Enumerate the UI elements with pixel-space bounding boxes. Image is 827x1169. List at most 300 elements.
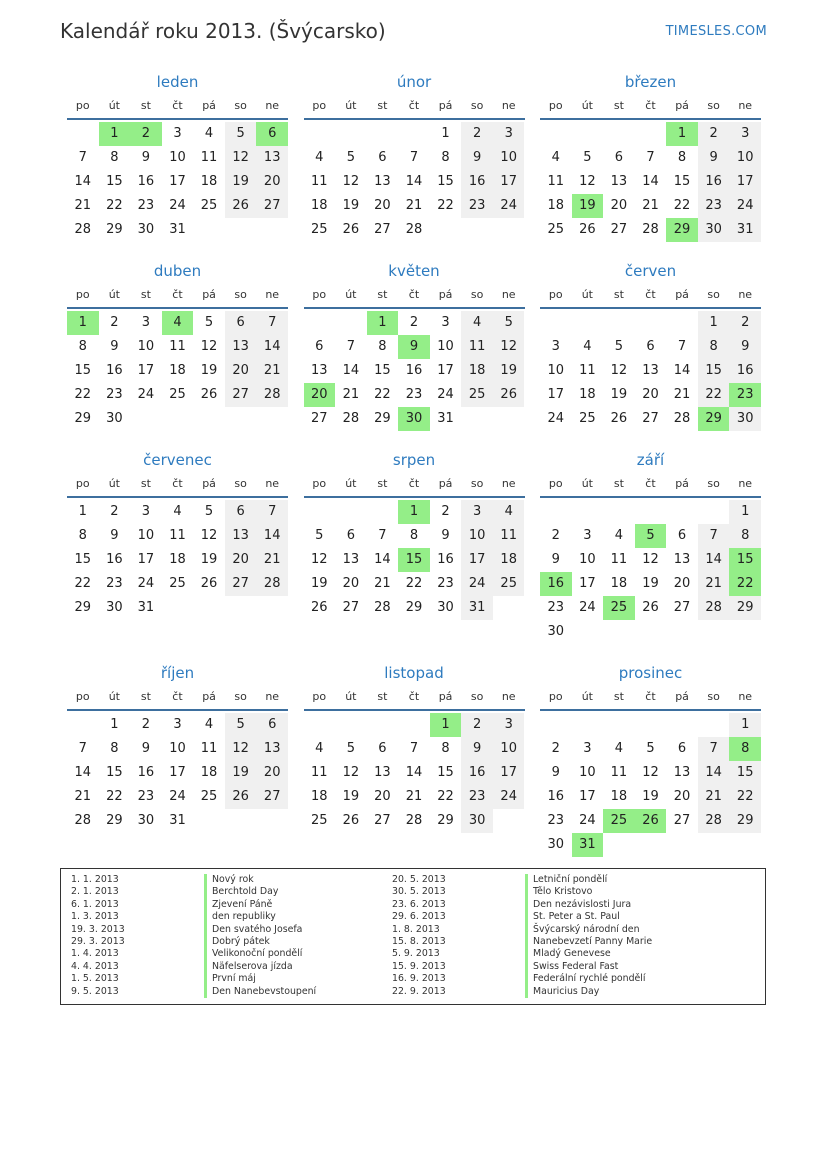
day-cell: 4	[614, 528, 624, 543]
day-cell: 21	[256, 359, 288, 383]
month-říjen	[67, 661, 288, 828]
day-cell: 20	[225, 359, 257, 383]
day-cell: 27	[610, 222, 628, 237]
weekday-label: pá	[202, 288, 216, 301]
weekday-label: po	[312, 288, 327, 301]
weekday-label: po	[548, 288, 563, 301]
day-cell: 28	[698, 809, 730, 833]
day-cell: 22	[729, 785, 761, 809]
holiday-day-cell: 8	[729, 737, 761, 761]
weekday-label: čt	[408, 99, 420, 112]
weekday-label: po	[548, 477, 563, 490]
day-cell: 18	[547, 198, 565, 213]
day-cell: 28	[74, 813, 92, 828]
month-name: srpen	[392, 451, 436, 469]
weekday-label: ne	[501, 690, 516, 703]
day-cell: 3	[173, 126, 182, 141]
day-cell: 7	[409, 741, 419, 756]
month-červen	[540, 259, 761, 426]
day-cell: 6	[646, 339, 655, 354]
day-cell: 4	[461, 311, 493, 335]
weekday-label: po	[75, 288, 90, 301]
legend-date: 5. 9. 2013	[392, 948, 440, 960]
holiday-day-cell: 1	[398, 500, 430, 524]
day-cell: 14	[374, 552, 391, 567]
day-cell: 12	[579, 174, 596, 189]
weekday-header	[304, 94, 525, 120]
day-cell: 13	[256, 146, 288, 170]
holiday-day-cell: 4	[162, 311, 194, 335]
day-cell: 30	[137, 813, 155, 828]
day-cell: 1	[729, 500, 761, 524]
day-cell: 14	[642, 174, 659, 189]
holiday-day-cell: 31	[572, 833, 604, 857]
day-cell: 24	[461, 572, 493, 596]
day-cell: 17	[169, 765, 186, 780]
weekday-label: po	[75, 99, 90, 112]
weekday-label: st	[377, 288, 388, 301]
holiday-day-cell: 25	[603, 596, 635, 620]
weekday-label: so	[707, 690, 720, 703]
month-leden	[67, 70, 288, 237]
weekday-label: so	[234, 690, 247, 703]
day-cell: 14	[256, 335, 288, 359]
legend-date: 19. 3. 2013	[71, 923, 125, 935]
day-cell: 12	[200, 528, 218, 543]
day-cell: 11	[169, 339, 186, 354]
day-cell: 24	[137, 387, 155, 402]
day-cell: 2	[698, 122, 730, 146]
day-cell: 21	[698, 572, 730, 596]
day-cell: 18	[579, 387, 596, 402]
weekday-label: pá	[675, 288, 689, 301]
day-cell: 8	[378, 339, 387, 354]
day-cell: 20	[225, 548, 257, 572]
day-cell: 25	[311, 222, 328, 237]
legend-date: 1. 8. 2013	[392, 923, 440, 935]
day-cell: 11	[200, 150, 218, 165]
day-cell: 3	[141, 504, 151, 519]
month-name: prosinec	[618, 664, 683, 682]
day-cell: 16	[405, 363, 423, 378]
day-cell: 13	[256, 737, 288, 761]
day-cell: 15	[374, 363, 391, 378]
day-cell: 16	[461, 170, 493, 194]
day-cell: 29	[106, 222, 123, 237]
day-cell: 30	[106, 411, 123, 426]
day-cell: 2	[441, 504, 450, 519]
legend-date: 30. 5. 2013	[392, 886, 446, 898]
weekday-label: so	[234, 288, 247, 301]
day-cell: 8	[78, 339, 87, 354]
day-cell: 5	[315, 528, 324, 543]
day-cell: 3	[583, 741, 592, 756]
day-cell: 21	[405, 789, 423, 804]
day-cell: 11	[200, 741, 218, 756]
holiday-day-cell: 6	[256, 122, 288, 146]
day-cell: 24	[729, 194, 761, 218]
weekday-label: ne	[738, 690, 753, 703]
day-cell: 20	[342, 576, 360, 591]
weekday-label: ne	[265, 288, 280, 301]
weekday-label: po	[312, 477, 327, 490]
legend-date: 23. 6. 2013	[392, 898, 446, 910]
day-cell: 11	[169, 528, 186, 543]
day-cell: 30	[547, 837, 565, 852]
day-cell: 11	[311, 174, 328, 189]
day-cell: 26	[200, 387, 218, 402]
legend-holiday-name: Tělo Kristovo	[525, 886, 652, 898]
day-cell: 3	[461, 500, 493, 524]
day-cell: 26	[642, 600, 659, 615]
brand-link[interactable]: TIMESLES.COM	[665, 24, 767, 39]
day-cell: 7	[698, 737, 730, 761]
day-cell: 10	[579, 552, 596, 567]
page-title: Kalendář roku 2013. (Švýcarsko)	[60, 19, 386, 43]
day-cell: 28	[74, 222, 92, 237]
weekday-label: st	[140, 690, 151, 703]
weekday-label: út	[345, 477, 357, 490]
weekday-header	[540, 94, 761, 120]
legend-date: 9. 5. 2013	[71, 985, 119, 997]
day-cell: 11	[461, 335, 493, 359]
holiday-day-cell: 1	[367, 311, 399, 335]
day-cell: 26	[225, 785, 257, 809]
day-cell: 26	[342, 813, 360, 828]
day-cell: 4	[551, 150, 560, 165]
day-cell: 7	[256, 311, 288, 335]
weekday-label: pá	[202, 690, 216, 703]
day-cell: 10	[137, 528, 155, 543]
month-name: únor	[396, 73, 432, 91]
day-cell: 15	[106, 765, 123, 780]
day-cell: 31	[169, 813, 186, 828]
day-cell: 3	[141, 315, 151, 330]
legend-holiday-name: Swiss Federal Fast	[525, 961, 652, 973]
weekday-label: so	[234, 477, 247, 490]
holiday-day-cell: 15	[729, 548, 761, 572]
day-cell: 30	[461, 809, 493, 833]
day-cell: 5	[225, 713, 257, 737]
day-cell: 12	[225, 737, 257, 761]
day-cell: 30	[437, 600, 454, 615]
day-cell: 3	[729, 122, 761, 146]
day-cell: 14	[673, 363, 691, 378]
day-cell: 25	[547, 222, 565, 237]
day-cell: 25	[311, 813, 328, 828]
day-cell: 18	[311, 789, 328, 804]
day-cell: 3	[493, 122, 525, 146]
day-cell: 1	[78, 504, 87, 519]
holiday-day-cell: 19	[572, 194, 604, 218]
day-cell: 16	[547, 789, 565, 804]
weekday-label: st	[377, 99, 388, 112]
day-cell: 8	[677, 150, 687, 165]
day-cell: 22	[673, 198, 691, 213]
day-cell: 10	[729, 146, 761, 170]
holiday-day-cell: 15	[398, 548, 430, 572]
day-cell: 19	[642, 576, 659, 591]
day-cell: 9	[551, 552, 560, 567]
day-cell: 22	[405, 576, 423, 591]
day-cell: 18	[610, 576, 628, 591]
day-cell: 9	[441, 528, 450, 543]
day-cell: 21	[256, 548, 288, 572]
day-cell: 24	[493, 785, 525, 809]
day-cell: 10	[169, 741, 186, 756]
legend-holiday-name: St. Peter a St. Paul	[525, 911, 652, 923]
day-cell: 27	[374, 813, 391, 828]
day-cell: 17	[169, 174, 186, 189]
day-cell: 14	[698, 548, 730, 572]
day-cell: 10	[493, 146, 525, 170]
day-cell: 13	[225, 524, 257, 548]
day-cell: 16	[106, 552, 123, 567]
weekday-label: pá	[438, 288, 453, 301]
day-cell: 18	[200, 765, 218, 780]
day-cell: 7	[256, 500, 288, 524]
legend-date: 2. 1. 2013	[71, 886, 119, 898]
day-cell: 27	[374, 222, 391, 237]
day-cell: 25	[461, 383, 493, 407]
weekday-label: út	[581, 99, 593, 112]
day-cell: 27	[225, 572, 257, 596]
day-cell: 18	[493, 548, 525, 572]
month-name: červen	[624, 262, 677, 280]
day-cell: 20	[642, 387, 659, 402]
weekday-label: čt	[172, 288, 183, 301]
day-cell: 21	[673, 387, 691, 402]
day-cell: 7	[78, 741, 87, 756]
day-cell: 15	[437, 174, 454, 189]
weekday-label: st	[140, 288, 151, 301]
day-cell: 25	[493, 572, 525, 596]
day-cell: 25	[200, 198, 218, 213]
day-cell: 13	[642, 363, 659, 378]
day-cell: 12	[342, 174, 360, 189]
day-cell: 8	[698, 335, 730, 359]
day-cell: 22	[374, 387, 391, 402]
day-cell: 29	[74, 600, 92, 615]
day-cell: 6	[378, 741, 387, 756]
weekday-label: st	[377, 690, 388, 703]
day-cell: 6	[677, 741, 687, 756]
weekday-header	[67, 283, 288, 309]
legend-holiday-name: Zjevení Páně	[204, 899, 316, 911]
day-cell: 5	[493, 311, 525, 335]
day-cell: 15	[106, 174, 123, 189]
day-cell: 3	[493, 713, 525, 737]
weekday-label: so	[707, 477, 720, 490]
weekday-label: út	[108, 288, 120, 301]
holiday-legend	[60, 868, 766, 1005]
holiday-day-cell: 30	[398, 407, 430, 431]
day-cell: 20	[374, 198, 391, 213]
day-cell: 4	[204, 126, 214, 141]
day-cell: 18	[610, 789, 628, 804]
month-name: duben	[153, 262, 202, 280]
day-cell: 19	[342, 198, 360, 213]
day-cell: 28	[642, 222, 659, 237]
month-prosinec	[540, 661, 761, 852]
day-cell: 14	[405, 174, 423, 189]
day-cell: 25	[169, 387, 186, 402]
weekday-label: po	[548, 99, 563, 112]
day-cell: 28	[405, 813, 423, 828]
day-cell: 30	[729, 407, 761, 431]
day-cell: 23	[106, 387, 123, 402]
day-cell: 5	[346, 150, 355, 165]
day-cell: 4	[493, 500, 525, 524]
day-cell: 9	[461, 737, 493, 761]
day-cell: 3	[583, 528, 592, 543]
day-cell: 27	[342, 600, 360, 615]
weekday-label: st	[377, 477, 388, 490]
day-cell: 29	[729, 596, 761, 620]
day-cell: 3	[441, 315, 450, 330]
weekday-label: po	[312, 99, 327, 112]
day-cell: 31	[437, 411, 454, 426]
weekday-header	[67, 94, 288, 120]
day-cell: 4	[614, 741, 624, 756]
day-cell: 13	[610, 174, 628, 189]
legend-dates	[71, 874, 125, 998]
day-cell: 28	[256, 572, 288, 596]
weekday-label: út	[581, 477, 593, 490]
weekday-header	[540, 685, 761, 711]
day-cell: 9	[461, 146, 493, 170]
day-cell: 16	[137, 174, 155, 189]
day-cell: 11	[579, 363, 596, 378]
weekday-label: út	[345, 99, 357, 112]
day-cell: 20	[374, 789, 391, 804]
day-cell: 13	[673, 765, 691, 780]
weekday-header	[304, 685, 525, 711]
day-cell: 26	[311, 600, 328, 615]
legend-holiday-name: Mladý Genevese	[525, 948, 652, 960]
legend-date: 16. 9. 2013	[392, 973, 446, 985]
day-cell: 16	[137, 765, 155, 780]
weekday-label: ne	[265, 690, 280, 703]
day-cell: 2	[110, 315, 119, 330]
legend-date: 4. 4. 2013	[71, 960, 119, 972]
day-cell: 27	[256, 194, 288, 218]
day-cell: 28	[374, 600, 391, 615]
legend-holiday-name: Dobrý pátek	[204, 936, 316, 948]
day-cell: 21	[74, 789, 92, 804]
day-cell: 11	[547, 174, 565, 189]
day-cell: 9	[729, 335, 761, 359]
day-cell: 5	[646, 741, 655, 756]
holiday-day-cell: 29	[666, 218, 698, 242]
weekday-label: ne	[738, 477, 753, 490]
day-cell: 6	[677, 528, 687, 543]
legend-date: 1. 3. 2013	[71, 911, 119, 923]
day-cell: 19	[225, 761, 257, 785]
day-cell: 3	[551, 339, 560, 354]
legend-holiday-name: Mauricius Day	[525, 986, 652, 998]
day-cell: 8	[729, 524, 761, 548]
day-cell: 18	[169, 363, 186, 378]
legend-holiday-name: Den svatého Josefa	[204, 924, 316, 936]
weekday-label: čt	[172, 690, 183, 703]
day-cell: 23	[698, 194, 730, 218]
day-cell: 2	[409, 315, 419, 330]
day-cell: 15	[437, 765, 454, 780]
day-cell: 22	[106, 198, 123, 213]
day-cell: 22	[74, 576, 92, 591]
day-cell: 22	[437, 789, 454, 804]
weekday-label: ne	[501, 99, 516, 112]
legend-holiday-name: Den Nanebevstoupení	[204, 986, 316, 998]
weekday-label: po	[75, 690, 90, 703]
legend-date: 15. 9. 2013	[392, 960, 446, 972]
day-cell: 24	[137, 576, 155, 591]
legend-date: 20. 5. 2013	[392, 874, 446, 885]
weekday-label: ne	[265, 99, 280, 112]
weekday-label: po	[312, 690, 327, 703]
holiday-day-cell: 23	[729, 383, 761, 407]
day-cell: 17	[437, 363, 454, 378]
day-cell: 15	[74, 552, 92, 567]
day-cell: 19	[311, 576, 328, 591]
weekday-label: út	[108, 99, 120, 112]
day-cell: 9	[551, 765, 560, 780]
day-cell: 18	[461, 359, 493, 383]
day-cell: 2	[729, 311, 761, 335]
day-cell: 12	[311, 552, 328, 567]
day-cell: 24	[547, 411, 565, 426]
weekday-header	[540, 472, 761, 498]
weekday-label: ne	[265, 477, 280, 490]
day-cell: 22	[698, 383, 730, 407]
day-cell: 10	[493, 737, 525, 761]
day-cell: 17	[493, 170, 525, 194]
month-name: červenec	[143, 451, 212, 469]
legend-holiday-name: Näfelserova jízda	[204, 961, 316, 973]
weekday-label: so	[707, 288, 720, 301]
legend-holiday-name: Letniční pondělí	[525, 874, 652, 886]
day-cell: 25	[579, 411, 596, 426]
day-cell: 1	[729, 713, 761, 737]
day-cell: 13	[311, 363, 328, 378]
day-cell: 5	[583, 150, 592, 165]
month-srpen	[304, 448, 525, 615]
day-cell: 7	[698, 524, 730, 548]
day-cell: 29	[74, 411, 92, 426]
day-cell: 29	[437, 813, 454, 828]
day-cell: 30	[698, 218, 730, 242]
day-cell: 27	[673, 813, 691, 828]
legend-date: 1. 1. 2013	[71, 874, 119, 885]
day-cell: 25	[200, 789, 218, 804]
day-cell: 20	[673, 576, 691, 591]
day-cell: 12	[342, 765, 360, 780]
month-name: listopad	[384, 664, 444, 682]
day-cell: 26	[610, 411, 628, 426]
day-cell: 11	[311, 765, 328, 780]
day-cell: 23	[461, 785, 493, 809]
holiday-day-cell: 5	[635, 524, 667, 548]
day-cell: 2	[141, 717, 151, 732]
weekday-label: st	[613, 690, 624, 703]
day-cell: 27	[225, 383, 257, 407]
day-cell: 16	[437, 552, 454, 567]
legend-holiday-name: Federální rychlé pondělí	[525, 973, 652, 985]
day-cell: 10	[461, 524, 493, 548]
day-cell: 19	[342, 789, 360, 804]
holiday-day-cell: 20	[304, 383, 336, 407]
